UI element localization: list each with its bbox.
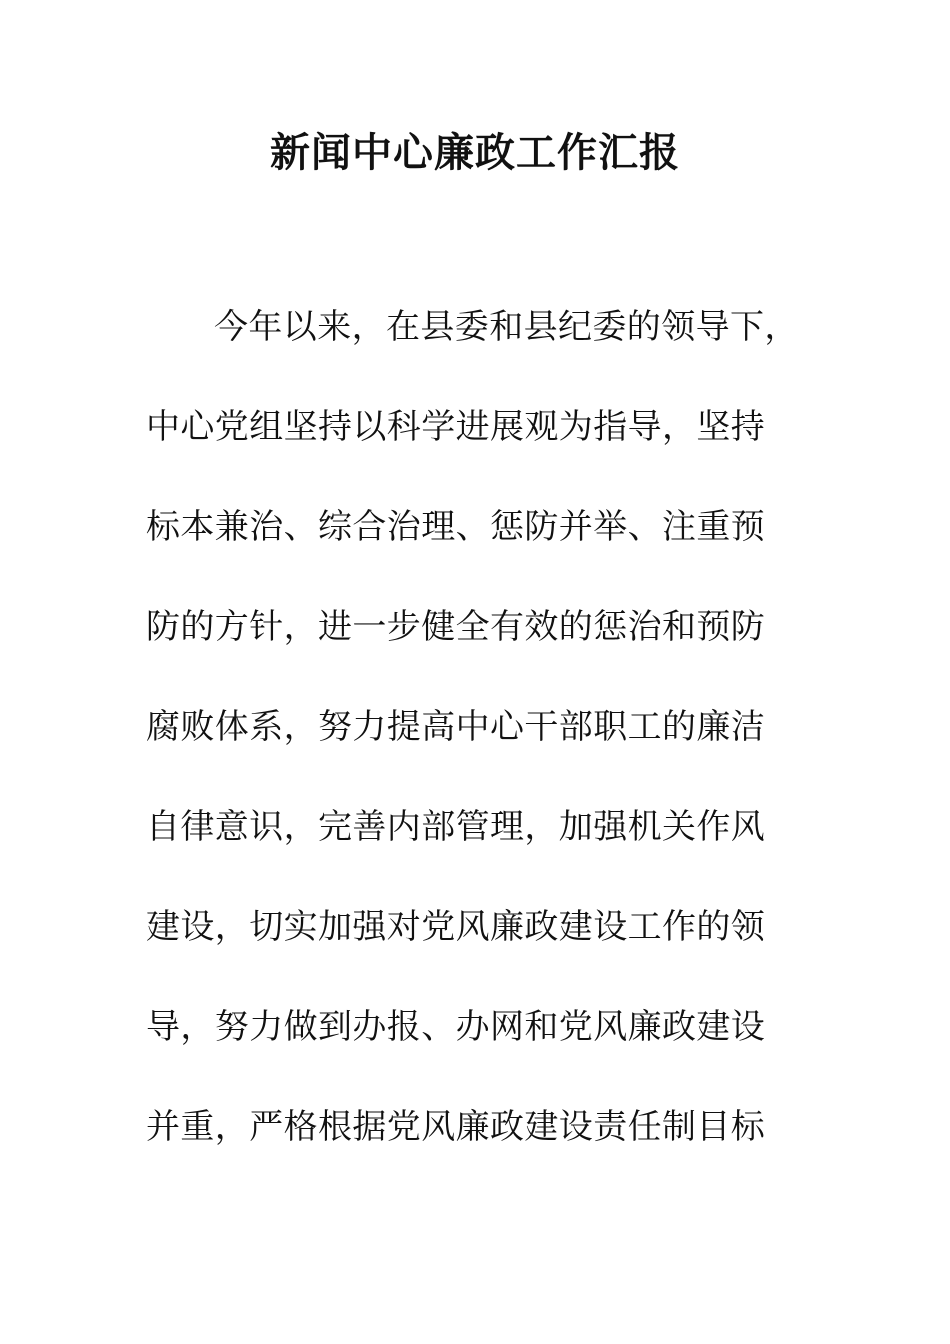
- document-title: 新闻中心廉政工作汇报: [270, 129, 680, 176]
- paragraph-line: 自律意识，完善内部管理，加强机关作风: [146, 807, 766, 847]
- paragraph-line: 腐败体系，努力提高中心干部职工的廉洁: [146, 707, 766, 747]
- paragraph-line: 今年以来，在县委和县纪委的领导下，: [214, 307, 799, 347]
- paragraph-line: 建设，切实加强对党风廉政建设工作的领: [146, 907, 766, 947]
- document-body: [146, 302, 826, 1202]
- paragraph-line: 防的方针，进一步健全有效的惩治和预防: [146, 607, 766, 647]
- paragraph-line: 导，努力做到办报、办网和党风廉政建设: [146, 1007, 766, 1047]
- paragraph-line: 标本兼治、综合治理、惩防并举、注重预: [146, 507, 766, 547]
- paragraph-line: 中心党组坚持以科学进展观为指导，坚持: [146, 407, 766, 447]
- paragraph-line: 并重，严格根据党风廉政建设责任制目标: [146, 1107, 766, 1147]
